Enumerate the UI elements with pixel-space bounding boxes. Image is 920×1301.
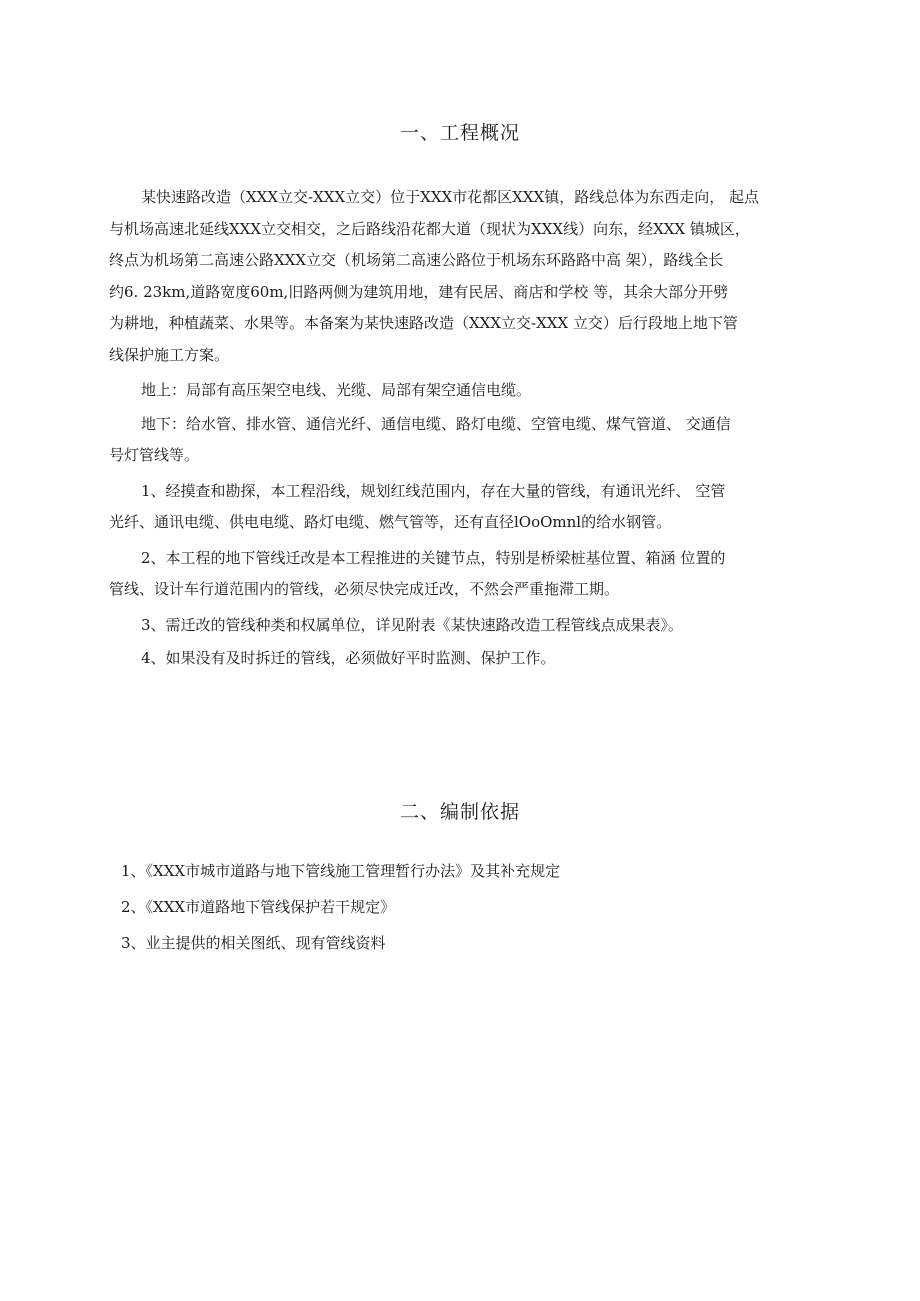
- overview-line: 线保护施工方案。: [109, 345, 230, 364]
- item-2-paragraph: [109, 543, 813, 606]
- item-2-line: 管线、设计车行道范围内的管线，必须尽快完成迁改，不然会严重拖滞工期。: [109, 580, 620, 598]
- reference-item: 3、业主提供的相关图纸、现有管线资料: [121, 934, 386, 952]
- underground-line: 地下：给水管、排水管、通信光纤、通信电缆、路灯电缆、空管电缆、煤气管道、 交通信: [141, 414, 731, 433]
- item-3-line: 3、需迁改的管线种类和权属单位，详见附表《某快速路改造工程管线点成果表》。: [141, 615, 684, 634]
- item-3-paragraph: [109, 610, 813, 642]
- reference-item: 1、《XXX市城市道路与地下管线施工管理暂行办法》及其补充规定: [121, 862, 561, 880]
- item-1-line: 光纤、通讯电缆、供电电缆、路灯电缆、燃气管等，还有直径lOoOmnl的给水钢管。: [109, 513, 672, 531]
- above-ground-line: 地上：局部有高压架空电线、光缆、局部有架空通信电缆。: [141, 381, 532, 399]
- underground-paragraph: [109, 409, 813, 472]
- section-1-title: 一、工程概况: [399, 122, 520, 144]
- above-ground-paragraph: [109, 375, 813, 407]
- overview-line: 与机场高速北延线XXX立交相交，之后路线沿花都大道（现状为XXX线）向东，经XXX 镇城区，: [109, 219, 750, 238]
- reference-list: [121, 857, 821, 965]
- item-4-line: 4、如果没有及时拆迁的管线，必须做好平时监测、保护工作。: [141, 649, 556, 667]
- reference-item: 2、《XXX市道路地下管线保护若干规定》: [121, 898, 396, 916]
- item-1-line: 1、经摸查和勘探，本工程沿线，规划红线范围内，存在大量的管线，有通讯光纤、 空管: [141, 481, 726, 500]
- overview-line: 约6. 23km,道路宽度60m,旧路两侧为建筑用地，建有民居、商店和学校 等，其余大部分开劈: [109, 282, 729, 301]
- item-1-paragraph: [109, 476, 813, 539]
- overview-line: 终点为机场第二高速公路XXX立交（机场第二高速公路位于机场东环路路中高 架），路线全长: [109, 251, 724, 269]
- overview-line: 某快速路改造（XXX立交-XXX立交）位于XXX市花都区XXX镇，路线总体为东西走向， 起点: [141, 188, 759, 206]
- item-4-paragraph: [109, 643, 813, 675]
- item-2-line: 2、本工程的地下管线迁改是本工程推进的关键节点，特别是桥梁桩基位置、箱涵 位置的: [141, 548, 726, 567]
- section-1-body: [109, 182, 813, 675]
- overview-line: 为耕地，种植蔬菜、水果等。本备案为某快速路改造（XXX立交-XXX 立交）后行段地上地下管: [109, 314, 738, 332]
- section-2-title: 二、编制依据: [399, 801, 520, 823]
- overview-paragraph: [109, 182, 813, 371]
- underground-line: 号灯管线等。: [109, 446, 200, 464]
